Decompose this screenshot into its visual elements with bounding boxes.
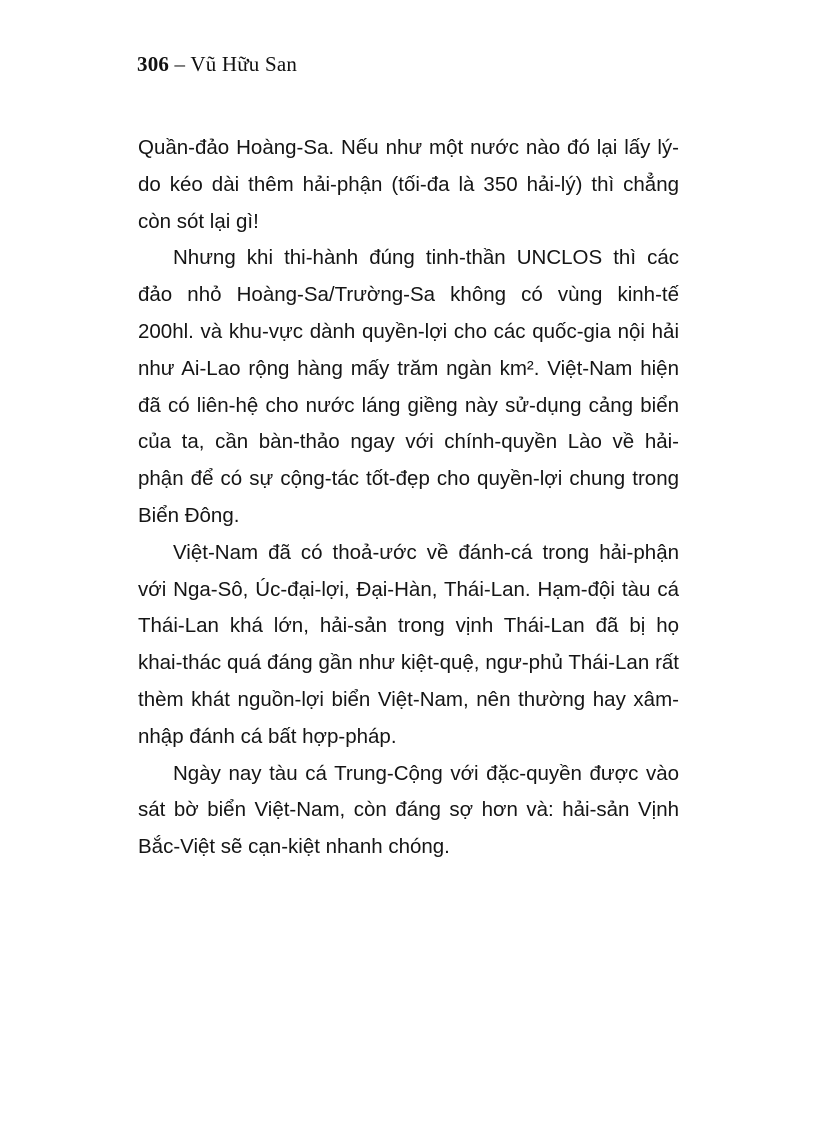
body-text bbox=[138, 130, 679, 866]
paragraph-3: Việt-Nam đã có thoả-ước về đánh-cá trong hải-phận với Nga-Sô, Úc-đại-lợi, Đại-Hàn, Thái-Lan. Hạm-đội tàu cá Thái-Lan khá lớn, hải-sản trong vịnh Thái-Lan đã bị họ khai-thác quá đáng gần như kiệt-quệ, ngư-phủ Thái-Lan rất thèm khát nguồn-lợi biển Việt-Nam, nên thường hay xâm-nhập đánh cá bất hợp-pháp. bbox=[138, 540, 679, 748]
header-separator: – bbox=[169, 52, 191, 76]
author-name: Vũ Hữu San bbox=[190, 52, 298, 76]
paragraph-4: Ngày nay tàu cá Trung-Cộng với đặc-quyền được vào sát bờ biển Việt-Nam, còn đáng sợ hơn và: hải-sản Vịnh Bắc-Việt sẽ cạn-kiệt nhanh chóng. bbox=[138, 761, 679, 859]
running-header bbox=[137, 52, 297, 77]
page-number: 306 bbox=[137, 52, 170, 76]
paragraph-1: Quần-đảo Hoàng-Sa. Nếu như một nước nào đó lại lấy lý-do kéo dài thêm hải-phận (tối-đa là 350 hải-lý) thì chẳng còn sót lại gì! bbox=[138, 136, 679, 233]
paragraph-2: Nhưng khi thi-hành đúng tinh-thần UNCLOS thì các đảo nhỏ Hoàng-Sa/Trường-Sa không có vùng kinh-tế 200hl. và khu-vực dành quyền-lợi cho các quốc-gia nội hải như Ai-Lao rộng hàng mấy trăm ngàn km². Việt-Nam hiện đã có liên-hệ cho nước láng giềng này sử-dụng cảng biển của ta, cần bàn-thảo ngay với chính-quyền Lào về hải-phận để có sự cộng-tác tốt-đẹp cho quyền-lợi chung trong Biển Đông. bbox=[138, 246, 679, 527]
